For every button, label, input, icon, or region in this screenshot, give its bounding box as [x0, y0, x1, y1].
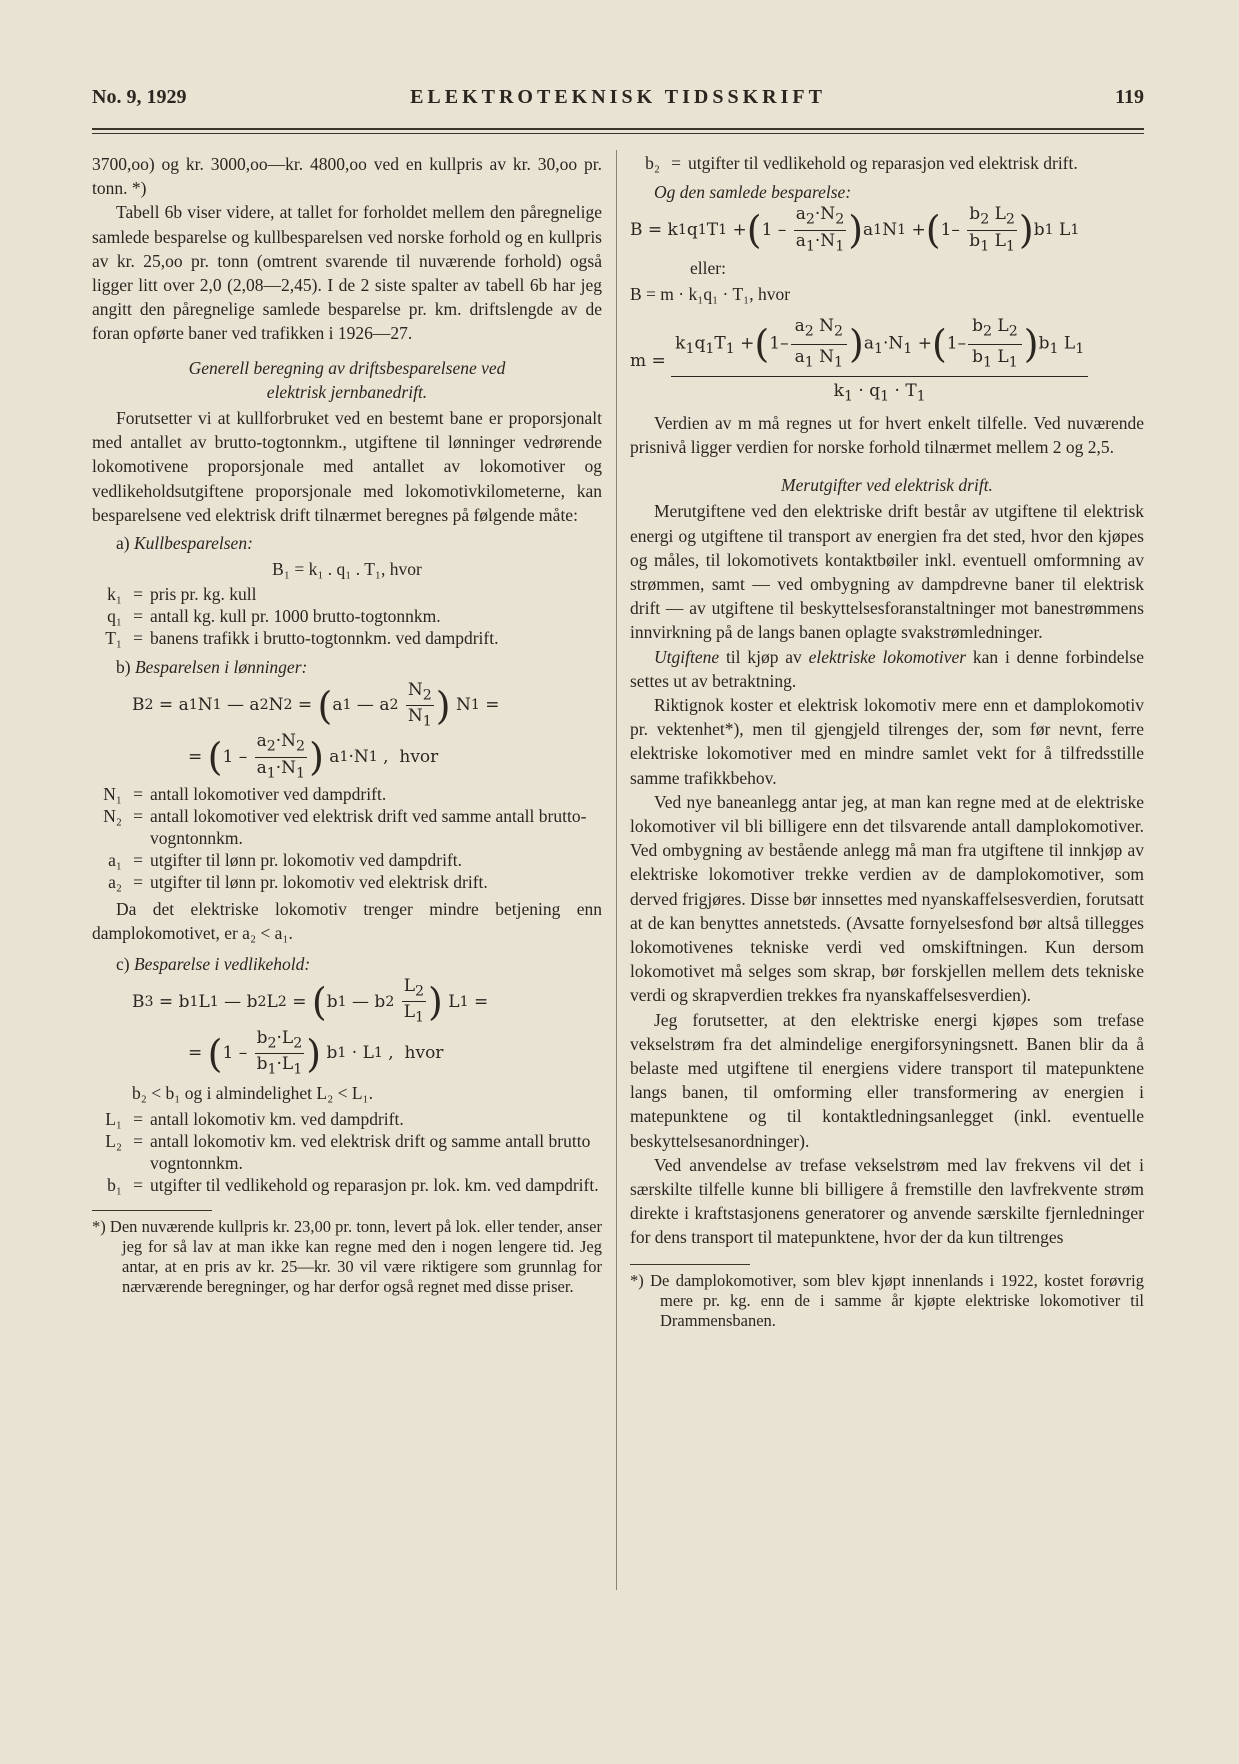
definition-b2 — [630, 152, 1144, 174]
formula-c-line2: = ( 1 – $\frac{b_2\cdot L_2}{b_1\cdot L_1}$ ) b 1 · L 1 , hvor — [188, 1027, 444, 1078]
condition-c: b₂ < b₁ og i almindelighet L₂ < L₁. — [132, 1083, 373, 1104]
paragraph: Utgiftene til kjøp av elektriske lokomotiver kan i denne forbindelse settes ut av betraktning. — [630, 646, 1144, 691]
issue-number: No. 9, 1929 — [92, 86, 187, 108]
paragraph: Tabell 6b viser videre, at tallet for forholdet mellem den påregnelige samlede besparelse og kullbesparelsen ved norske forhold og en kullpris av kr. 25,oo pr. tonn (omtrent svarende til nuværende forhold) også ligger litt over 2,0 (2,08—2,45). I de 2 siste spalter av tabell 6b har jeg angitt den påregnelige samlede besparelse pr. km. driftslengde av de foran opførte baner ved trafikken i 1926—27. — [92, 202, 602, 344]
formula-b-line1: B 2 = a 1 N 1 — a 2 N 2 = ( a 1 — a 2 $\frac{N_2}{N_1}$ ) N 1 = — [132, 679, 500, 730]
page-number: 119 — [1115, 86, 1144, 108]
footnote: *) De damplokomotiver, som blev kjøpt innenlands i 1922, kostet forøvrig mere pr. kg. enn de i samme år kjøpte elektriske lokomotiver til Drammensbanen. — [630, 1270, 1144, 1330]
header-rule-thin — [92, 133, 1144, 134]
definition-row: a₁ = utgifter til lønn pr. lokomotiv ved dampdrift. — [108, 850, 463, 871]
section-heading: Merutgifter ved elektrisk drift. — [781, 475, 993, 496]
definition-row: L₁ = antall lokomotiv km. ved dampdrift. — [105, 1108, 404, 1129]
paragraph: Da det elektriske lokomotiv trenger mindre betjening enn damplokomotivet, er a₂ < a₁. — [92, 899, 602, 944]
formula-m-definition: m = $k_1q_1T_1 +(1-$ $\frac{a_2 N_2}{a_1 N_1}$ )$a_1\cdot N_1 +(1-$ $\frac{b_2 L_2}{b_1 L_1}$ )$b_1$ $L_1$ $k_1 \cdot q_1 \cdot T_1$ — [630, 312, 1144, 410]
paragraph: 3700,oo) og kr. 3000,oo—kr. 4800,oo ved en kullpris av kr. 30,oo pr. tonn. *) — [92, 154, 602, 199]
formula-m: B = m · k₁q₁ · T₁, hvor — [630, 284, 791, 305]
definition-row: q₁ = antall kg. kull pr. 1000 brutto-togtonnkm. — [107, 606, 441, 627]
section-heading: Generell beregning av driftsbesparelsene ved elektrisk jernbanedrift. — [188, 357, 506, 402]
eller-label: eller: — [690, 257, 726, 278]
paragraph: Ved anvendelse av trefase vekselstrøm med lav frekvens vil det i særskilte tilfelle kunne bli billigere å fremstille den lavfrekvente strøm direkte i kraftstasjonens generatorer og anvende særskilte fjernledninger for dens transport til matepunktene, hvor der da kun tiltrenges — [630, 1154, 1144, 1248]
footnote-rule — [92, 1210, 212, 1211]
definition-row: N₁ = antall lokomotiver ved dampdrift. — [103, 784, 387, 805]
formula-b-line2: = ( 1 – $\frac{a_2\cdot N_2}{a_1\cdot N_1}$ ) a 1 ·N 1 , hvor — [188, 731, 439, 782]
definitions-c — [92, 1108, 602, 1196]
paragraph: Riktignok koster et elektrisk lokomotiv mere enn et damplokomotiv pr. vektenhet*), men til gjengjeld tilrenges der, som før nevnt, ferre elektriske lokomotiver med en mindre samlet vekt for å tilfredsstille samme trafikkbehov. — [630, 695, 1144, 788]
page-header — [92, 86, 1144, 116]
journal-title: ELEKTROTEKNISK TIDSSKRIFT — [410, 86, 826, 108]
right-column — [630, 152, 1144, 1331]
definition-row: N₂ = antall lokomotiver ved elektrisk drift ved samme antall brutto-vogntonnkm. — [103, 806, 587, 849]
definition-row: k₁ = pris pr. kg. kull — [107, 584, 257, 605]
paragraph: Jeg forutsetter, at den elektriske energi kjøpes som trefase vekselstrøm fra det almindelige energiforsyningsnett. Banen blir da å belaste med utgiftene til energiens videre transport til matepunktene langs banen, til omforming eller transformering av energien i matepunktene og til kontaktledningsanlegget (inkl. eventuelle beskyttelsesanordninger). — [630, 1009, 1144, 1151]
subsection-a: a) Kullbesparelsen: — [116, 533, 253, 554]
subsection-c: c) Besparelse i vedlikehold: — [116, 953, 311, 974]
paragraph: Verdien av m må regnes ut for hvert enkelt tilfelle. Ved nuværende prisnivå ligger verdien for norske forhold tilnærmet mellem 2 og 2,5. — [630, 412, 1144, 457]
paragraph: Ved nye baneanlegg antar jeg, at man kan regne med at de elektriske lokomotiver vil bli billigere enn det tilsvarende antall damplokomotiver. Ved ombygning av bestående anlegg må man fra utgiftene til innkjøp av elektriske lokomotiver trekke verdien av de damplokomotiver, som derved frigjøres. Disse bør innsettes med nyanskaffelsesverdien, forutsatt at de kan benyttes annetsteds. (Avsatte fornyelsesfond bør altså tillegges lokomotivenes tekniske verdi ved omskiftningen. Kun dersom lokomotivet må selges som skrap, bør forskjellen mellem dets tekniske verdi og skrapverdien trekkes fra nyanskaffelsesverdien). — [630, 791, 1144, 1006]
formula-total: B = k 1 q 1 T 1 + ( 1 – $\frac{a_2\cdot N_2}{a_1\cdot N_1}$ ) a 1 N 1 + ( 1– $\frac{b_2 L_2}{b_1 L_1}$ ) b 1 L 1 — [630, 204, 1080, 254]
paragraph: Merutgiftene ved den elektriske drift består av utgiftene til elektrisk energi og utgiftene til transport av energien fra det sted, hvor den kjøpes og måles, til lokomotivets kontaktbøiler inkl. eventuell omformning av strømmen, samt — ved ombygning av dampdrevne baner til elektrisk drift — av utgiftene til beskyttelsesforanstaltninger mot banestrømmens innvirkning på de langs banen oplagte svakstrømledninger. — [630, 501, 1144, 643]
subsection-b: b) Besparelsen i lønninger: — [116, 657, 308, 678]
definitions-a — [92, 583, 602, 649]
definition-row: b₁ = utgifter til vedlikehold og reparasjon pr. lok. km. ved dampdrift. — [107, 1174, 599, 1195]
definitions-b — [92, 783, 602, 893]
footnote: *) Den nuværende kullpris kr. 23,00 pr. tonn, levert på lok. eller tender, anser jeg for så lav at man ikke kan regne med den i nogen lengere tid. Jeg antar, at en pris av kr. 25—kr. 30 vil være riktigere som grunnlag for nærværende beregninger, og har derfor også regnet med disse priser. — [92, 1216, 602, 1296]
paragraph: Forutsetter vi at kullforbruket ved en bestemt bane er proporsjonalt med antallet av brutto-togtonnkm., utgiftene til lønninger vedrørende lokomotivene proporsjonale med antallet av lokomotiver og vedlikeholdsutgiftene proporsjonale med lokomotivkilometerne, kan besparelsene ved elektrisk drift tilnærmet beregnes på følgende måte: — [92, 408, 602, 525]
header-rule — [92, 128, 1144, 130]
definition-row: a₂ = utgifter til lønn pr. lokomotiv ved elektrisk drift. — [108, 872, 488, 893]
definition-row: b₂ = utgifter til vedlikehold og reparasjon ved elektrisk drift. — [645, 153, 1078, 173]
definition-row: T₁ = banens trafikk i brutto-togtonnkm. ved dampdrift. — [105, 628, 499, 649]
column-separator — [616, 150, 617, 1590]
total-savings-intro: Og den samlede besparelse: — [654, 182, 852, 202]
formula-a: B₁ = k₁ . q₁ . T₁, hvor — [272, 559, 422, 580]
definition-row: L₂ = antall lokomotiv km. ved elektrisk drift og samme antall brutto vogntonnkm. — [105, 1130, 591, 1173]
footnote-rule — [630, 1264, 750, 1265]
formula-c-line1: B 3 = b 1 L 1 — b 2 L 2 = ( b 1 — b 2 $\frac{L_2}{L_1}$ ) L 1 = — [132, 975, 489, 1026]
left-column — [92, 152, 602, 1297]
